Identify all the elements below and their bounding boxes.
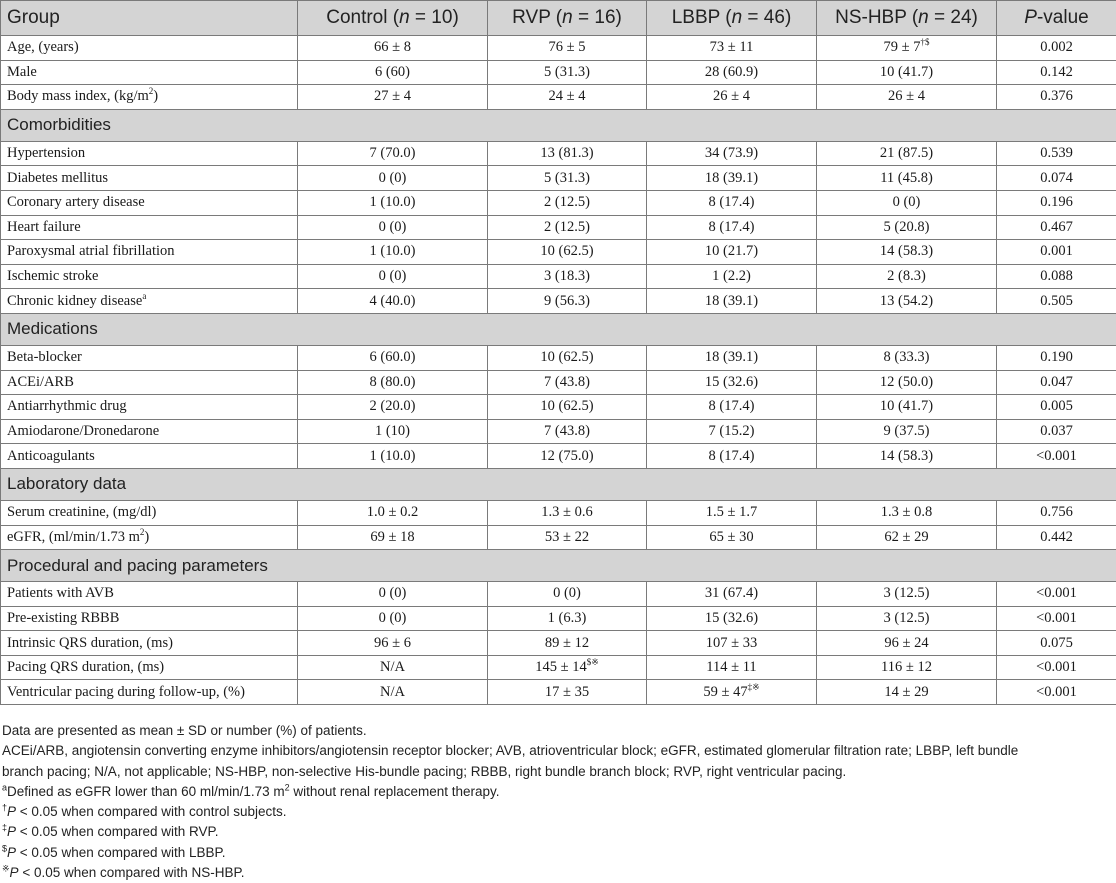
table-row: Pacing QRS duration, (ms) N/A 145 ± 14$※ 114 ± 11 116 ± 12 <0.001	[1, 655, 1116, 680]
table-row: eGFR, (ml/min/1.73 $m^2$) 69 ± 18 53 ± 22 65 ± 30 62 ± 29 0.442	[1, 525, 1116, 550]
header-lbbp: LBBP (n = 46)	[647, 1, 817, 36]
footnote-data-presentation: Data are presented as mean ± SD or number (%) of patients.	[2, 721, 1112, 741]
table-header-row	[1, 1, 1116, 36]
header-nshbp: NS-HBP (n = 24)	[817, 1, 997, 36]
table-row: Patients with AVB 0 (0) 0 (0) 31 (67.4) 3 (12.5) <0.001	[1, 582, 1116, 607]
table-row: Hypertension 7 (70.0) 13 (81.3) 34 (73.9) 21 (87.5) 0.539	[1, 141, 1116, 166]
table-row: ACEi/ARB 8 (80.0) 7 (43.8) 15 (32.6) 12 (50.0) 0.047	[1, 370, 1116, 395]
table-row: Antiarrhythmic drug 2 (20.0) 10 (62.5) 8 (17.4) 10 (41.7) 0.005	[1, 395, 1116, 420]
table-row: Beta-blocker 6 (60.0) 10 (62.5) 18 (39.1) 8 (33.3) 0.190	[1, 345, 1116, 370]
footnote-abbreviations: ACEi/ARB, angiotensin converting enzyme inhibitors/angiotensin receptor blocker; AVB, atrioventricular block; eGFR, estimated glomerular filtration rate; LBBP, left bundle	[2, 741, 1112, 761]
table-row: Age, (years) 66 ± 8 76 ± 5 73 ± 11 79 ± 7†$ 0.002	[1, 36, 1116, 61]
table-row: Diabetes mellitus 0 (0) 5 (31.3) 18 (39.1) 11 (45.8) 0.074	[1, 166, 1116, 191]
table-row: Anticoagulants 1 (10.0) 12 (75.0) 8 (17.4) 14 (58.3) <0.001	[1, 444, 1116, 469]
table-row: Heart failure 0 (0) 2 (12.5) 8 (17.4) 5 (20.8) 0.467	[1, 215, 1116, 240]
table-row: Amiodarone/Dronedarone 1 (10) 7 (43.8) 7 (15.2) 9 (37.5) 0.037	[1, 419, 1116, 444]
table-row: Pre-existing RBBB 0 (0) 1 (6.3) 15 (32.6) 3 (12.5) <0.001	[1, 606, 1116, 631]
section-comorbidities: Comorbidities	[1, 109, 1116, 141]
table-footnotes	[2, 721, 1112, 883]
section-medications: Medications	[1, 313, 1116, 345]
header-pvalue: P-value	[997, 1, 1116, 36]
table-row: Body mass index, $(kg/m^2)$ 27 ± 4 24 ± 4 26 ± 4 26 ± 4 0.376	[1, 85, 1116, 110]
footnote-a: $^a$Defined as eGFR lower than 60 ml/min/1.73 $m^2$ without renal replacement therapy.	[2, 782, 1112, 802]
table-row: Male 6 (60) 5 (31.3) 28 (60.9) 10 (41.7) 0.142	[1, 60, 1116, 85]
footnote-dagger: †P < 0.05 when compared with control subjects.	[2, 802, 1112, 822]
table-row: Chronic kidney disease$^a$ 4 (40.0) 9 (56.3) 18 (39.1) 13 (54.2) 0.505	[1, 289, 1116, 314]
footnote-dollar: $P < 0.05 when compared with LBBP.	[2, 843, 1112, 863]
table-row: Serum creatinine, (mg/dl) 1.0 ± 0.2 1.3 ± 0.6 1.5 ± 1.7 1.3 ± 0.8 0.756	[1, 500, 1116, 525]
header-group: Group	[1, 1, 298, 36]
table-row: Coronary artery disease 1 (10.0) 2 (12.5) 8 (17.4) 0 (0) 0.196	[1, 190, 1116, 215]
table-row: Ventricular pacing during follow-up, (%) N/A 17 ± 35 59 ± 47‡※ 14 ± 29 <0.001	[1, 680, 1116, 705]
footnote-abbreviations-cont: branch pacing; N/A, not applicable; NS-HBP, non-selective His-bundle pacing; RBBB, right bundle branch block; RVP, right ventricular pacing.	[2, 762, 1112, 782]
footnote-reference-mark: ※P < 0.05 when compared with NS-HBP.	[2, 863, 1112, 883]
table-row: Paroxysmal atrial fibrillation 1 (10.0) 10 (62.5) 10 (21.7) 14 (58.3) 0.001	[1, 240, 1116, 265]
section-procedural: Procedural and pacing parameters	[1, 550, 1116, 582]
table-row: Ischemic stroke 0 (0) 3 (18.3) 1 (2.2) 2 (8.3) 0.088	[1, 264, 1116, 289]
header-control: Control (n = 10)	[298, 1, 488, 36]
footnote-double-dagger: ‡P < 0.05 when compared with RVP.	[2, 822, 1112, 842]
section-laboratory: Laboratory data	[1, 468, 1116, 500]
header-rvp: RVP (n = 16)	[488, 1, 647, 36]
table-row: Intrinsic QRS duration, (ms) 96 ± 6 89 ± 12 107 ± 33 96 ± 24 0.075	[1, 631, 1116, 656]
